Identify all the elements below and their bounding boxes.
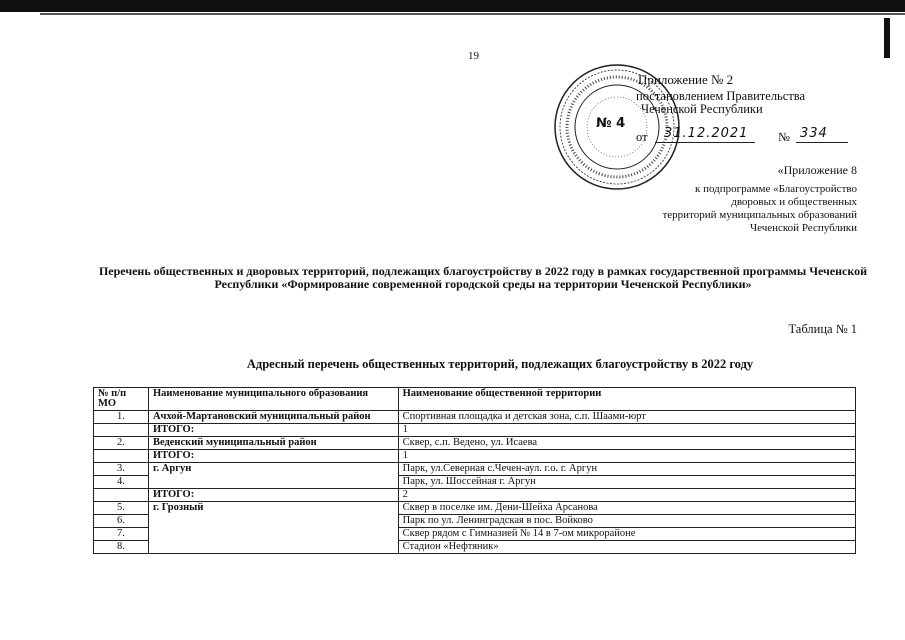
row-total-value: 1 — [398, 450, 855, 463]
table-row — [94, 463, 856, 476]
row-num: 2. — [94, 437, 149, 450]
appendix8-line3: дворовых и общественных — [731, 196, 857, 208]
appendix-date-prefix: от — [636, 130, 648, 144]
appendix-number-prefix: № — [778, 130, 790, 144]
table-row — [94, 411, 856, 424]
row-territory: Сквер в поселке им. Дени-Шейха Арсанова — [398, 502, 855, 515]
row-num: 1. — [94, 411, 149, 424]
appendix-line1: Приложение № 2 — [638, 72, 734, 87]
table-row-total — [94, 450, 856, 463]
row-num — [94, 450, 149, 463]
appendix8-line5: Чеченской Республики — [749, 222, 857, 234]
appendix-date: 31.12.2021 — [664, 126, 749, 141]
table-row — [94, 437, 856, 450]
row-total-value: 1 — [398, 424, 855, 437]
row-municipality: г. Грозный — [148, 502, 398, 554]
document-title: Перечень общественных и дворовых территорий, подлежащих благоустройству в 2022 году в рамках государственной программы Чеченской Республики «Формирование современной городской среды на территории Чеченской Республики» — [98, 264, 868, 291]
territories-table — [93, 387, 856, 554]
row-num — [94, 424, 149, 437]
table-row-total — [94, 489, 856, 502]
table-subtitle: Адресный перечень общественных территорий, подлежащих благоустройству в 2022 году — [246, 357, 754, 371]
seal-number: № 4 — [596, 116, 626, 131]
row-territory: Парк по ул. Ленинградская в пос. Войково — [398, 515, 855, 528]
row-num: 6. — [94, 515, 149, 528]
appendix8-line2: к подпрограмме «Благоустройство — [695, 183, 857, 195]
table-row — [94, 502, 856, 515]
number-underline — [796, 142, 848, 143]
row-municipality: Веденский муниципальный район — [148, 437, 398, 450]
row-num: 3. — [94, 463, 149, 476]
row-num: 7. — [94, 528, 149, 541]
row-territory: Парк, ул.Северная с.Чечен-аул. г.о. г. Аргун — [398, 463, 855, 476]
table-row-total — [94, 424, 856, 437]
date-underline — [655, 142, 755, 143]
table-number: Таблица № 1 — [788, 322, 857, 336]
scan-top-border — [0, 0, 905, 12]
row-num: 8. — [94, 541, 149, 554]
scan-edge-mark — [884, 18, 890, 58]
row-total-label: ИТОГО: — [148, 450, 398, 463]
row-municipality: г. Аргун — [148, 463, 398, 489]
row-num: 4. — [94, 476, 149, 489]
row-territory: Стадион «Нефтяник» — [398, 541, 855, 554]
appendix-number: 334 — [800, 126, 828, 141]
row-num — [94, 489, 149, 502]
appendix8-line4: территорий муниципальных образований — [662, 209, 857, 221]
scan-top-border-line — [40, 13, 905, 15]
row-total-label: ИТОГО: — [148, 489, 398, 502]
row-territory: Спортивная площадка и детская зона, с.п. Шаами-юрт — [398, 411, 855, 424]
appendix-line3: Чеченской Республики — [641, 102, 763, 116]
appendix8-line1: «Приложение 8 — [777, 163, 857, 177]
page-number: 19 — [468, 50, 479, 62]
header-territory: Наименование общественной территории — [398, 388, 855, 411]
row-territory: Сквер рядом с Гимназией № 14 в 7-ом микрорайоне — [398, 528, 855, 541]
row-municipality: Ачхой-Мартановский муниципальный район — [148, 411, 398, 424]
table-header-row — [94, 388, 856, 411]
appendix-line2: постановлением Правительства — [636, 89, 806, 103]
header-num: № п/п МО — [94, 388, 149, 411]
row-total-value: 2 — [398, 489, 855, 502]
row-territory: Сквер, с.п. Ведено, ул. Исаева — [398, 437, 855, 450]
row-total-label: ИТОГО: — [148, 424, 398, 437]
row-territory: Парк, ул. Шоссейная г. Аргун — [398, 476, 855, 489]
header-municipality: Наименование муниципального образования — [148, 388, 398, 411]
row-num: 5. — [94, 502, 149, 515]
